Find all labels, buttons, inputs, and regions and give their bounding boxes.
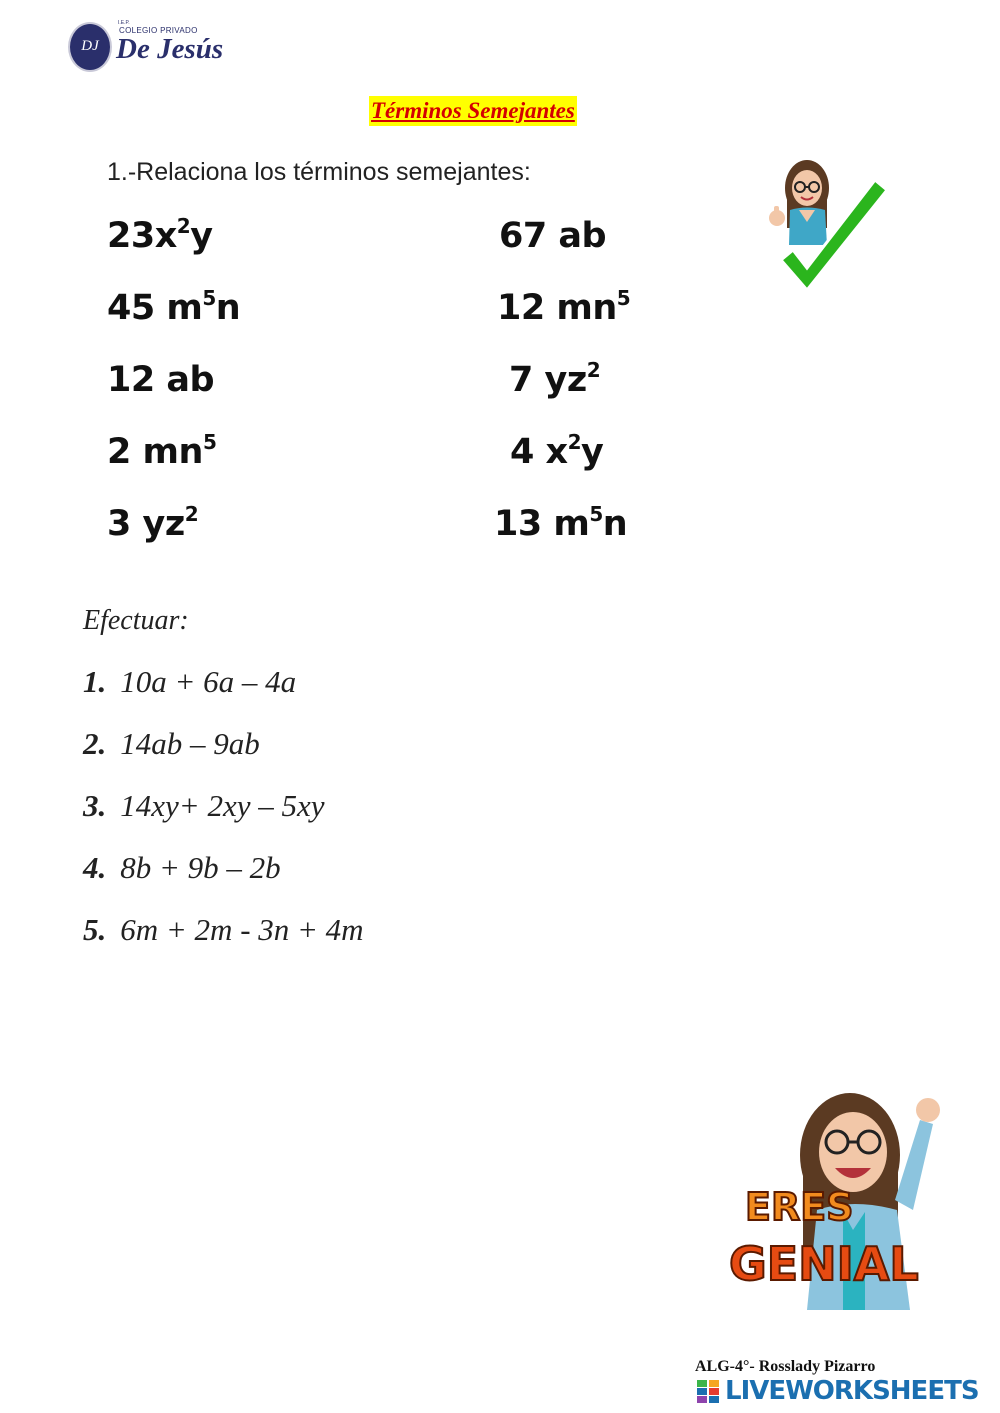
right-term-4[interactable]: 4 $x^2y$ bbox=[510, 430, 604, 472]
logo-subtitle: COLEGIO PRIVADO bbox=[119, 26, 198, 35]
avatar-check-sticker bbox=[765, 150, 895, 300]
logo-seal-icon: DJ bbox=[68, 22, 112, 72]
left-term-1[interactable]: $23x^2y$ bbox=[107, 214, 213, 256]
school-logo bbox=[68, 20, 238, 76]
author-credit: ALG-4°- Rosslady Pizarro bbox=[695, 1358, 876, 1375]
left-term-2[interactable]: 45 $m^5n$ bbox=[107, 286, 241, 328]
left-term-5[interactable]: 3 $yz^2$ bbox=[107, 502, 199, 544]
avatar-thumbs-up-icon bbox=[765, 150, 895, 300]
exercise-3[interactable]: 3. 14xy+ 2xy – 5xy bbox=[83, 788, 325, 823]
celebrating-avatar-icon bbox=[725, 1080, 950, 1315]
exercise-1[interactable]: 1. 10a + 6a – 4a bbox=[83, 664, 297, 699]
sticker-line2: GENIAL bbox=[729, 1237, 919, 1291]
exercise-4[interactable]: 4. 8b + 9b – 2b bbox=[83, 850, 281, 885]
instruction-text: 1.-Relaciona los términos semejantes: bbox=[107, 158, 531, 186]
eres-genial-sticker bbox=[725, 1080, 950, 1315]
exercise-2[interactable]: 2. 14ab – 9ab bbox=[83, 726, 260, 761]
page-title: Términos Semejantes bbox=[369, 96, 577, 126]
liveworksheets-brand[interactable]: LIVEWORKSHEETS bbox=[725, 1376, 979, 1406]
right-term-1[interactable]: 67 ab bbox=[499, 216, 607, 256]
right-term-5[interactable]: 13 $m^5n$ bbox=[494, 502, 628, 544]
liveworksheets-logo-icon bbox=[697, 1380, 719, 1404]
left-term-3[interactable]: 12 ab bbox=[107, 360, 215, 400]
exercise-5[interactable]: 5. 6m + 2m - 3n + 4m bbox=[83, 912, 364, 947]
left-term-4[interactable]: 2 $mn^5$ bbox=[107, 430, 217, 472]
right-term-2[interactable]: 12 $mn^5$ bbox=[497, 286, 631, 328]
right-term-3[interactable]: 7 $yz^2$ bbox=[509, 358, 601, 400]
logo-tiny-text: I.E.P. bbox=[118, 20, 130, 26]
logo-name: De Jesús bbox=[116, 33, 224, 65]
sticker-line1: ERES bbox=[745, 1185, 854, 1229]
efectuar-label: Efectuar: bbox=[83, 605, 189, 636]
